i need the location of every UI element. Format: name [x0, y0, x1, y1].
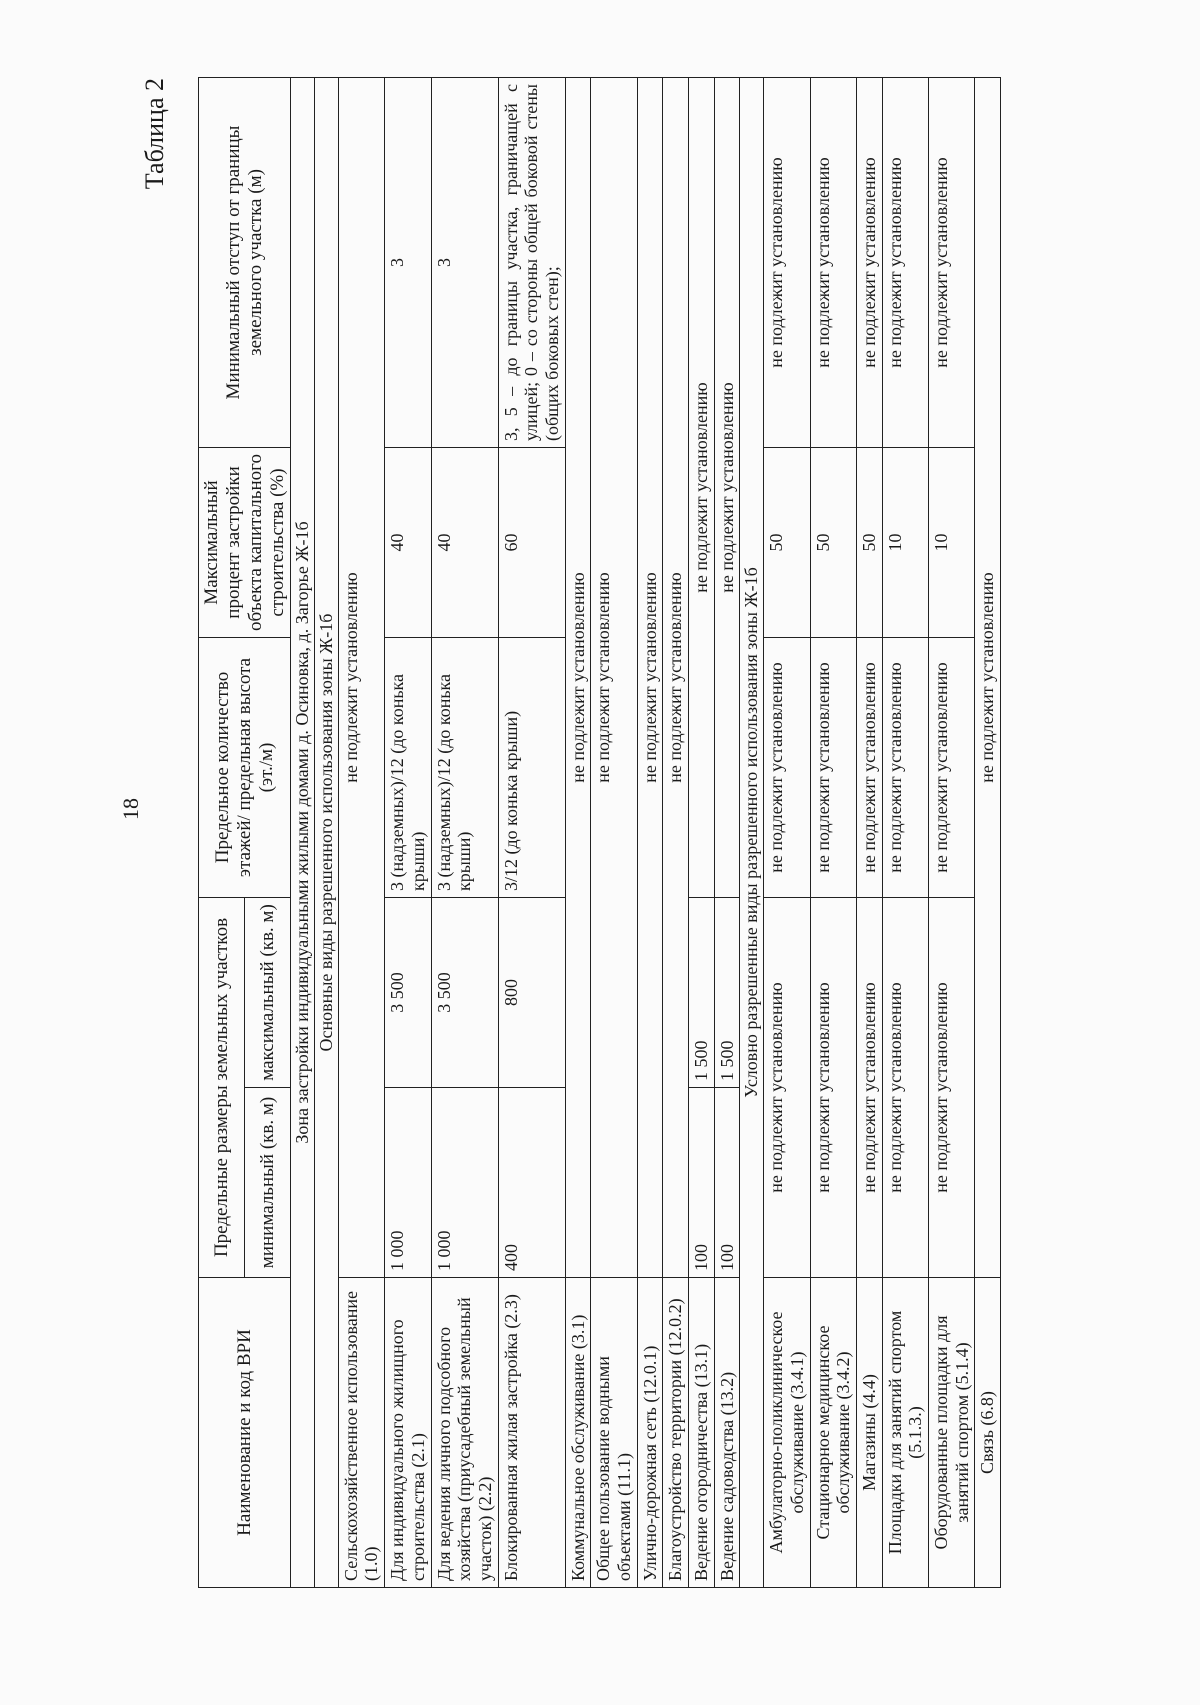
table-row — [856, 77, 882, 1587]
row-floors: не подлежит установлению — [764, 637, 810, 897]
table-row — [663, 77, 689, 1587]
row-max: 800 — [498, 897, 565, 1087]
row-percent: 50 — [810, 447, 856, 637]
cond-title-row — [740, 77, 764, 1587]
table-row — [689, 77, 715, 1587]
header-max: максимальный (кв. м) — [245, 897, 291, 1087]
row-offset: 3 — [431, 77, 498, 447]
table-row — [338, 77, 384, 1587]
table-row — [591, 77, 637, 1587]
row-offset: не подлежит установлению — [882, 77, 928, 447]
row-max: 1 500 — [689, 897, 715, 1087]
row-percent: 60 — [498, 447, 565, 637]
zone-title-row — [291, 77, 315, 1587]
table-row — [975, 77, 1001, 1587]
row-min: 1 000 — [431, 1088, 498, 1278]
row-name: Коммунальное обслуживание (3.1) — [565, 1278, 591, 1588]
zone-title: Зона застройки индивидуальными жилыми домами д. Осиновка, д. Загорье Ж-1б — [291, 77, 315, 1587]
header-row — [199, 77, 245, 1587]
row-floors: 3 (надземных)/12 (до конька крыши) — [385, 637, 431, 897]
table-row — [385, 77, 431, 1587]
row-floors: не подлежит установлению — [810, 637, 856, 897]
row-sizes: не подлежит установлению — [810, 897, 856, 1277]
row-name: Площадки для занятий спортом (5.1.3.) — [882, 1278, 928, 1588]
row-max: 3 500 — [431, 897, 498, 1087]
row-max: 3 500 — [385, 897, 431, 1087]
table-row — [714, 77, 740, 1587]
row-offset: не подлежит установлению — [810, 77, 856, 447]
row-sizes: не подлежит установлению — [764, 897, 810, 1277]
row-floors: 3/12 (до конька крыши) — [498, 637, 565, 897]
header-min: минимальный (кв. м) — [245, 1088, 291, 1278]
table-row — [764, 77, 810, 1587]
row-value: не подлежит установлению — [565, 77, 591, 1277]
row-percent: 40 — [431, 447, 498, 637]
row-min: 400 — [498, 1088, 565, 1278]
row-name: Благоустройство территории (12.0.2) — [663, 1278, 689, 1588]
row-value: не подлежит установлению — [637, 77, 663, 1277]
row-name: Связь (6.8) — [975, 1278, 1001, 1588]
row-name: Для индивидуального жилищного строительства (2.1) — [385, 1278, 431, 1588]
row-value: не подлежит установлению — [591, 77, 637, 1277]
header-offset: Минимальный отступ от границы земельного участка (м) — [199, 77, 291, 447]
row-name: Ведение садоводства (13.2) — [714, 1278, 740, 1588]
row-name: Ведение огородничества (13.1) — [689, 1278, 715, 1588]
row-value: не подлежит установлению — [338, 77, 384, 1277]
row-name: Оборудованные площадки для занятий спортом (5.1.4) — [928, 1278, 974, 1588]
row-sizes: не подлежит установлению — [928, 897, 974, 1277]
row-offset: не подлежит установлению — [856, 77, 882, 447]
row-offset: не подлежит установлению — [928, 77, 974, 447]
row-sizes: не подлежит установлению — [856, 897, 882, 1277]
cond-title: Условно разрешенные виды разрешенного использования зоны Ж-1б — [740, 77, 764, 1587]
row-name: Стационарное медицинское обслуживание (3.4.2) — [810, 1278, 856, 1588]
header-sizes: Предельные размеры земельных участков — [199, 897, 245, 1277]
table-row — [637, 77, 663, 1587]
row-percent: 10 — [882, 447, 928, 637]
table-row — [928, 77, 974, 1587]
row-value: не подлежит установлению — [689, 77, 715, 897]
row-name: Улично-дорожная сеть (12.0.1) — [637, 1278, 663, 1588]
row-offset: не подлежит установлению — [764, 77, 810, 447]
row-floors: 3 (надземных)/12 (до конька крыши) — [431, 637, 498, 897]
row-min: 100 — [714, 1088, 740, 1278]
header-name: Наименование и код ВРИ — [199, 1278, 291, 1588]
row-name: Для ведения личного подсобного хозяйства (приусадебный земельный участок) (2.2) — [431, 1278, 498, 1588]
page-number: 18 — [118, 798, 143, 820]
header-percent: Максимальный процент застройки объекта капитального строительства (%) — [199, 447, 291, 637]
row-percent: 10 — [928, 447, 974, 637]
row-name: Сельскохозяйственное использование (1.0) — [338, 1278, 384, 1588]
row-value: не подлежит установлению — [975, 77, 1001, 1277]
regulations-table — [198, 77, 1001, 1588]
table-row — [882, 77, 928, 1587]
row-name: Магазины (4.4) — [856, 1278, 882, 1588]
table-row — [431, 77, 498, 1587]
main-title: Основные виды разрешенного использования зоны Ж-1б — [315, 77, 339, 1587]
table-row — [565, 77, 591, 1587]
row-max: 1 500 — [714, 897, 740, 1087]
row-min: 100 — [689, 1088, 715, 1278]
row-percent: 50 — [764, 447, 810, 637]
row-percent: 40 — [385, 447, 431, 637]
header-floors: Предельное количество этажей/ предельная высота (эт./м) — [199, 637, 291, 897]
table-row — [810, 77, 856, 1587]
row-offset: 3, 5 – до границы участка, граничащей с улицей; 0 – со стороны общей боковой стены (общих боковых стен); — [498, 77, 565, 447]
row-floors: не подлежит установлению — [856, 637, 882, 897]
row-name: Амбулаторно-поликлиническое обслуживание (3.4.1) — [764, 1278, 810, 1588]
rotated-table-sheet — [140, 78, 1048, 1588]
table-row — [498, 77, 565, 1587]
row-percent: 50 — [856, 447, 882, 637]
row-value: не подлежит установлению — [663, 77, 689, 1277]
row-value: не подлежит установлению — [714, 77, 740, 897]
row-min: 1 000 — [385, 1088, 431, 1278]
row-name: Блокированная жилая застройка (2.3) — [498, 1278, 565, 1588]
row-sizes: не подлежит установлению — [882, 897, 928, 1277]
row-name: Общее пользование водными объектами (11.1) — [591, 1278, 637, 1588]
row-floors: не подлежит установлению — [882, 637, 928, 897]
table-caption: Таблица 2 — [140, 78, 169, 190]
row-floors: не подлежит установлению — [928, 637, 974, 897]
row-offset: 3 — [385, 77, 431, 447]
main-title-row — [315, 77, 339, 1587]
